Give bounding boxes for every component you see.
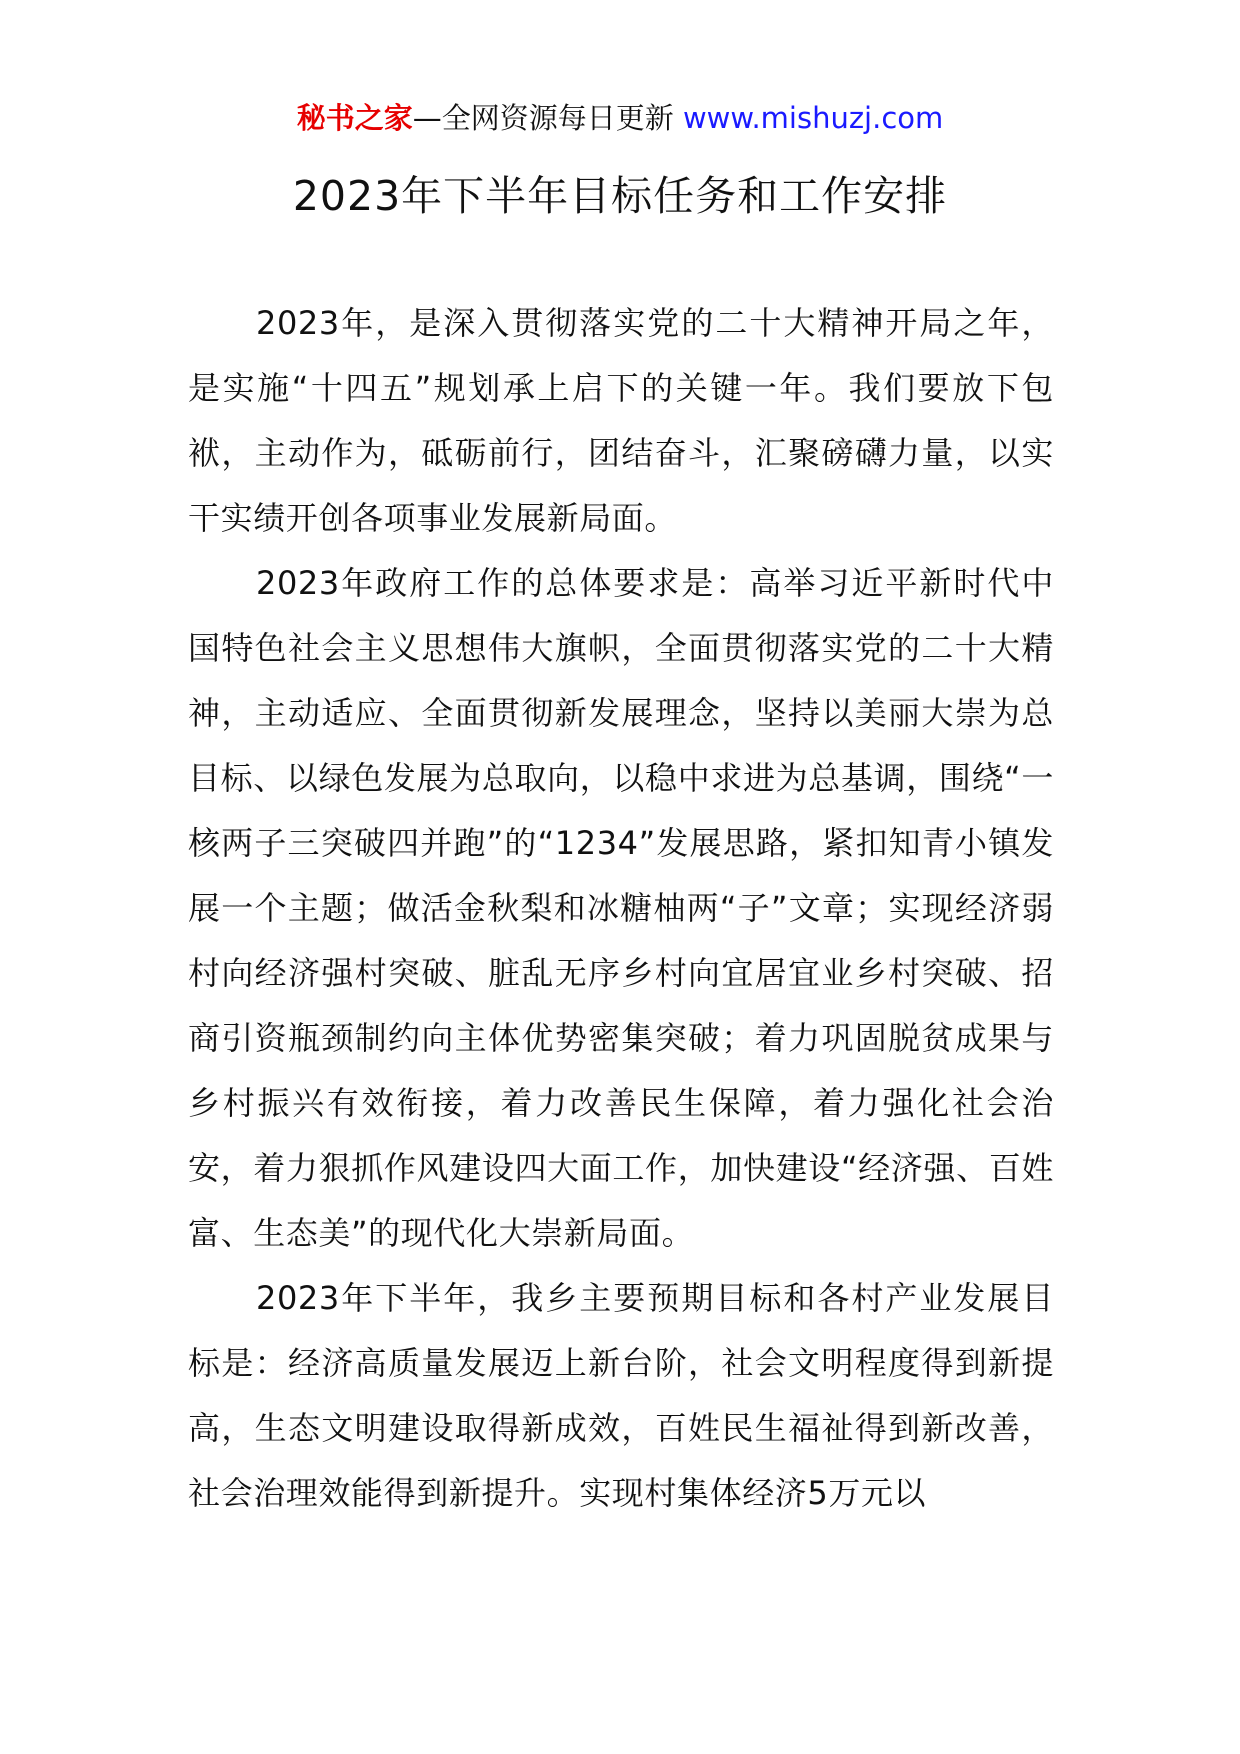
document-title: 2023年下半年目标任务和工作安排	[292, 172, 948, 220]
document-body	[188, 291, 1054, 1526]
paragraph-goals: 2023年下半年，我乡主要预期目标和各村产业发展目标是：经济高质量发展迈上新台阶，社会文明程度得到新提高，生态文明建设取得新成效，百姓民生福祉得到新改善，社会治理效能得到新提升。实现村集体经济5万元以	[188, 1279, 1054, 1512]
paragraph-intro: 2023年，是深入贯彻落实党的二十大精神开局之年，是实施“十四五”规划承上启下的关键一年。我们要放下包袱，主动作为，砥砺前行，团结奋斗，汇聚磅礴力量，以实干实绩开创各项事业发展新局面。	[188, 304, 1054, 537]
site-header	[0, 98, 1240, 138]
paragraph-requirements: 2023年政府工作的总体要求是：高举习近平新时代中国特色社会主义思想伟大旗帜，全面贯彻落实党的二十大精神，主动适应、全面贯彻新发展理念，坚持以美丽大崇为总目标、以绿色发展为总取向，以稳中求进为总基调，围绕“一核两子三突破四并跑”的“1234”发展思路，紧扣知青小镇发展一个主题；做活金秋梨和冰糖柚两“子”文章；实现经济弱村向经济强村突破、脏乱无序乡村向宜居宜业乡村突破、招商引资瓶颈制约向主体优势密集突破；着力巩固脱贫成果与乡村振兴有效衔接，着力改善民生保障，着力强化社会治安，着力狠抓作风建设四大面工作，加快建设“经济强、百姓富、生态美”的现代化大崇新局面。	[188, 564, 1054, 1252]
site-slogan: —全网资源每日更新	[412, 101, 674, 135]
site-url-link[interactable]: www.mishuzj.com	[682, 101, 944, 135]
brand-name: 秘书之家	[296, 101, 413, 135]
